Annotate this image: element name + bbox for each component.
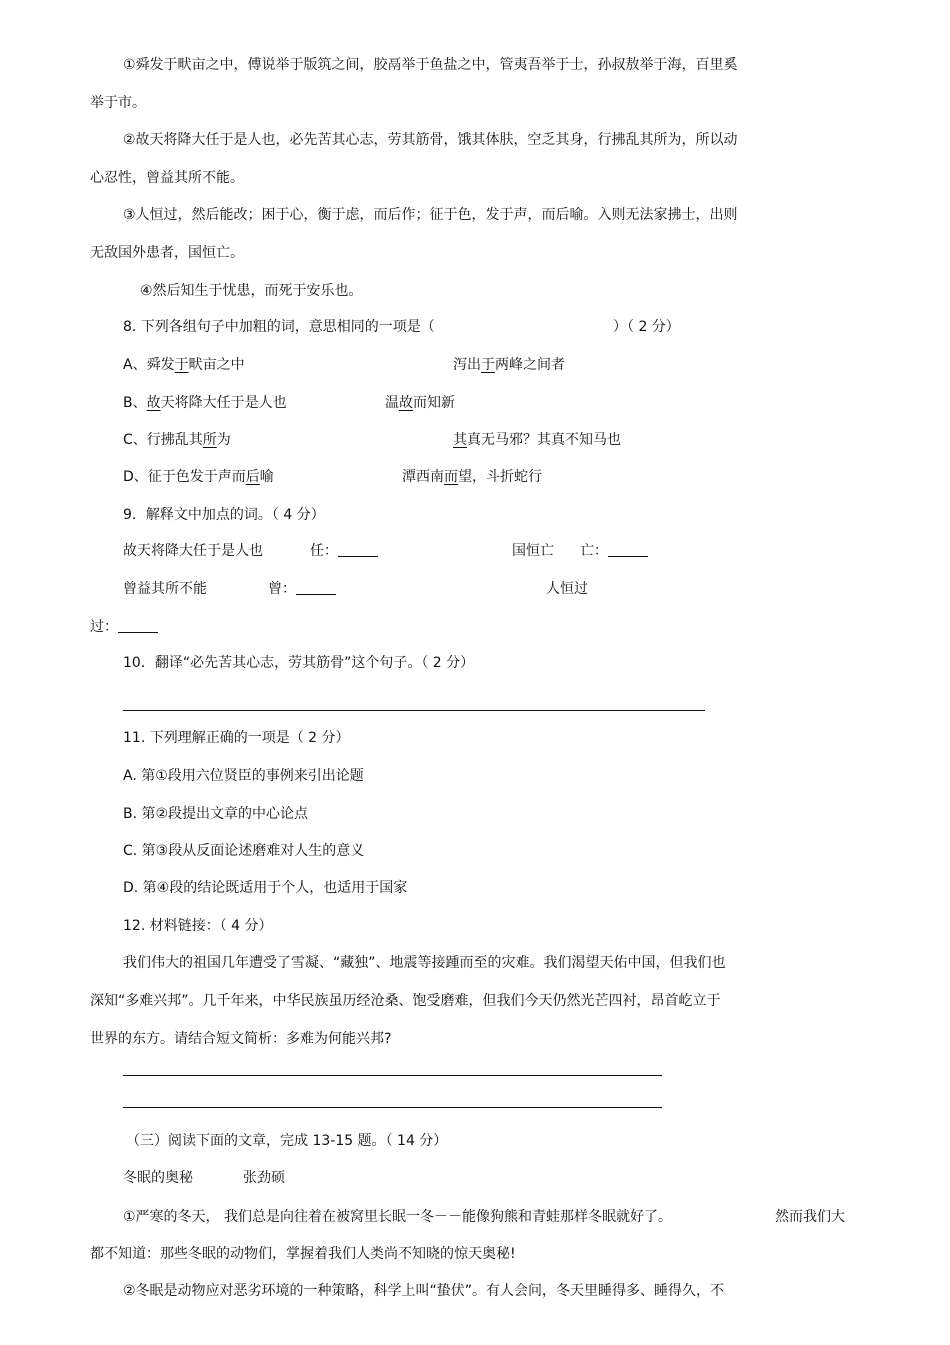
q9-item-3-word: 曾： [268,581,296,597]
q8-option-c [123,430,231,450]
q8-option-d-pair [402,467,542,487]
q8-stem: 8. 下列各组句子中加粗的词，意思相同的一项是（ [123,319,435,335]
answer-blank[interactable] [296,580,336,595]
marked-word: 于 [481,357,495,373]
article-paragraph-1-tail: 然而我们大 [775,1209,845,1225]
q9-stem: 9．解释文中加点的词。（ 4 分） [123,507,325,523]
q11-stem: 11. 下列理解正确的一项是（ 2 分） [123,730,350,746]
marked-word: 而 [444,469,458,485]
marked-word: 于 [174,357,189,373]
passage-paragraph-3: ③人恒过，然后能改；困于心，衡于虑，而后作；征于色，发于声，而后喻。入则无法家拂士，出则 [123,207,738,223]
q9-item-4 [90,617,158,637]
option-text: 行拂乱其 [146,432,203,448]
q9-item-2 [580,541,648,561]
marked-word: 故 [399,395,413,411]
q9-item-3 [268,579,336,599]
passage-paragraph-1-cont: 举于市。 [90,95,146,111]
q8-option-a [123,355,245,375]
passage-paragraph-2-cont: 心忍性，曾益其所不能。 [90,170,244,186]
option-label: A、 [123,357,147,373]
q12-material-line-2: 深知“多难兴邦”。几千年来，中华民族虽历经沧桑、饱受磨难，但我们今天仍然光芒四衬，昂首屹立于 [90,993,721,1009]
option-text: 而知新 [413,395,455,411]
option-label: C、 [123,432,147,448]
q9-item-2-word: 亡： [580,543,608,559]
q8-option-d [123,467,274,487]
option-text: 温 [385,395,399,411]
passage-paragraph-2: ②故天将降大任于是人也，必先苦其心志，劳其筋骨，饿其体肤，空乏其身，行拂乱其所为，所以动 [123,132,738,148]
article-title: 冬眠的奥秘 [123,1170,193,1186]
option-text: 天将降大任于是人也 [160,395,287,411]
q8-option-a-pair [453,355,565,375]
q9-item-4-word: 过： [90,619,118,635]
option-text: 望，斗折蛇行 [458,469,542,485]
option-text: 舜发 [146,357,175,373]
marked-word: 所 [202,432,217,448]
q12-stem: 12. 材料链接：（ 4 分） [123,918,273,934]
passage-paragraph-3-cont: 无敌国外患者，国恒亡。 [90,245,244,261]
q9-item-3-sentence: 曾益其所不能 [123,581,207,597]
answer-blank[interactable] [608,542,648,557]
q12-answer-line-2[interactable] [123,1107,662,1108]
q10-answer-line[interactable] [123,710,705,711]
q8-option-b [123,393,287,413]
q11-option-a: A. 第①段用六位贤臣的事例来引出论题 [123,768,364,784]
q9-item-1 [310,541,378,561]
q9-item-1-sentence: 故天将降大任于是人也 [123,543,263,559]
article-author: 张劲硕 [243,1170,285,1186]
q12-answer-line-1[interactable] [123,1075,662,1076]
marked-word: 后 [245,469,260,485]
q9-item-2-sentence: 国恒亡 [512,543,554,559]
article-paragraph-1: ①严寒的冬天， 我们总是向往着在被窝里长眠一冬－－能像狗熊和青蛙那样冬眠就好了。 [123,1209,672,1225]
option-text: 潭西南 [402,469,444,485]
q8-option-c-pair [453,430,621,450]
q9-item-4-sentence: 人恒过 [546,581,588,597]
q9-item-1-word: 任： [310,543,338,559]
q10-stem: 10．翻译“必先苦其心志，劳其筋骨”这个句子。（ 2 分） [123,655,475,671]
option-text: 为 [216,432,231,448]
q8-option-b-pair [385,393,455,413]
option-label: D、 [123,469,148,485]
q8-score: ）（ 2 分） [613,319,680,335]
q12-material-line-3: 世界的东方。请结合短文简析：多难为何能兴邦? [90,1031,392,1047]
article-paragraph-2: ②冬眠是动物应对恶劣环境的一种策略，科学上叫“蛰伏”。有人会问，冬天里睡得多、睡得久，不 [123,1283,725,1299]
article-paragraph-1-cont: 都不知道：那些冬眠的动物们，掌握着我们人类尚不知晓的惊天奥秘! [90,1246,516,1262]
option-text: 喻 [259,469,274,485]
option-label: B、 [123,395,147,411]
answer-blank[interactable] [118,618,158,633]
marked-word: 其 [453,432,467,448]
option-text: 征于色发于声而 [147,469,246,485]
answer-blank[interactable] [338,542,378,557]
q12-material-line-1: 我们伟大的祖国几年遭受了雪凝、“藏独”、地震等接踵而至的灾难。我们渴望天佑中国，但我们也 [123,955,726,971]
passage-paragraph-4: ④然后知生于忧患，而死于安乐也。 [140,283,363,299]
q11-option-d: D. 第④段的结论既适用于个人，也适用于国家 [123,880,408,896]
part3-heading: （三）阅读下面的文章，完成 13-15 题。（ 14 分） [126,1133,448,1149]
q11-option-b: B. 第②段提出文章的中心论点 [123,806,309,822]
marked-word: 故 [146,395,161,411]
option-text: 两峰之间者 [495,357,565,373]
q11-option-c: C. 第③段从反面论述磨难对人生的意义 [123,843,365,859]
passage-paragraph-1: ①舜发于畎亩之中，傅说举于版筑之间，胶鬲举于鱼盐之中，管夷吾举于士，孙叔敖举于海，百里奚 [123,57,738,73]
option-text: 真无马邪？其真不知马也 [467,432,621,448]
option-text: 泻出 [453,357,481,373]
option-text: 畎亩之中 [188,357,245,373]
